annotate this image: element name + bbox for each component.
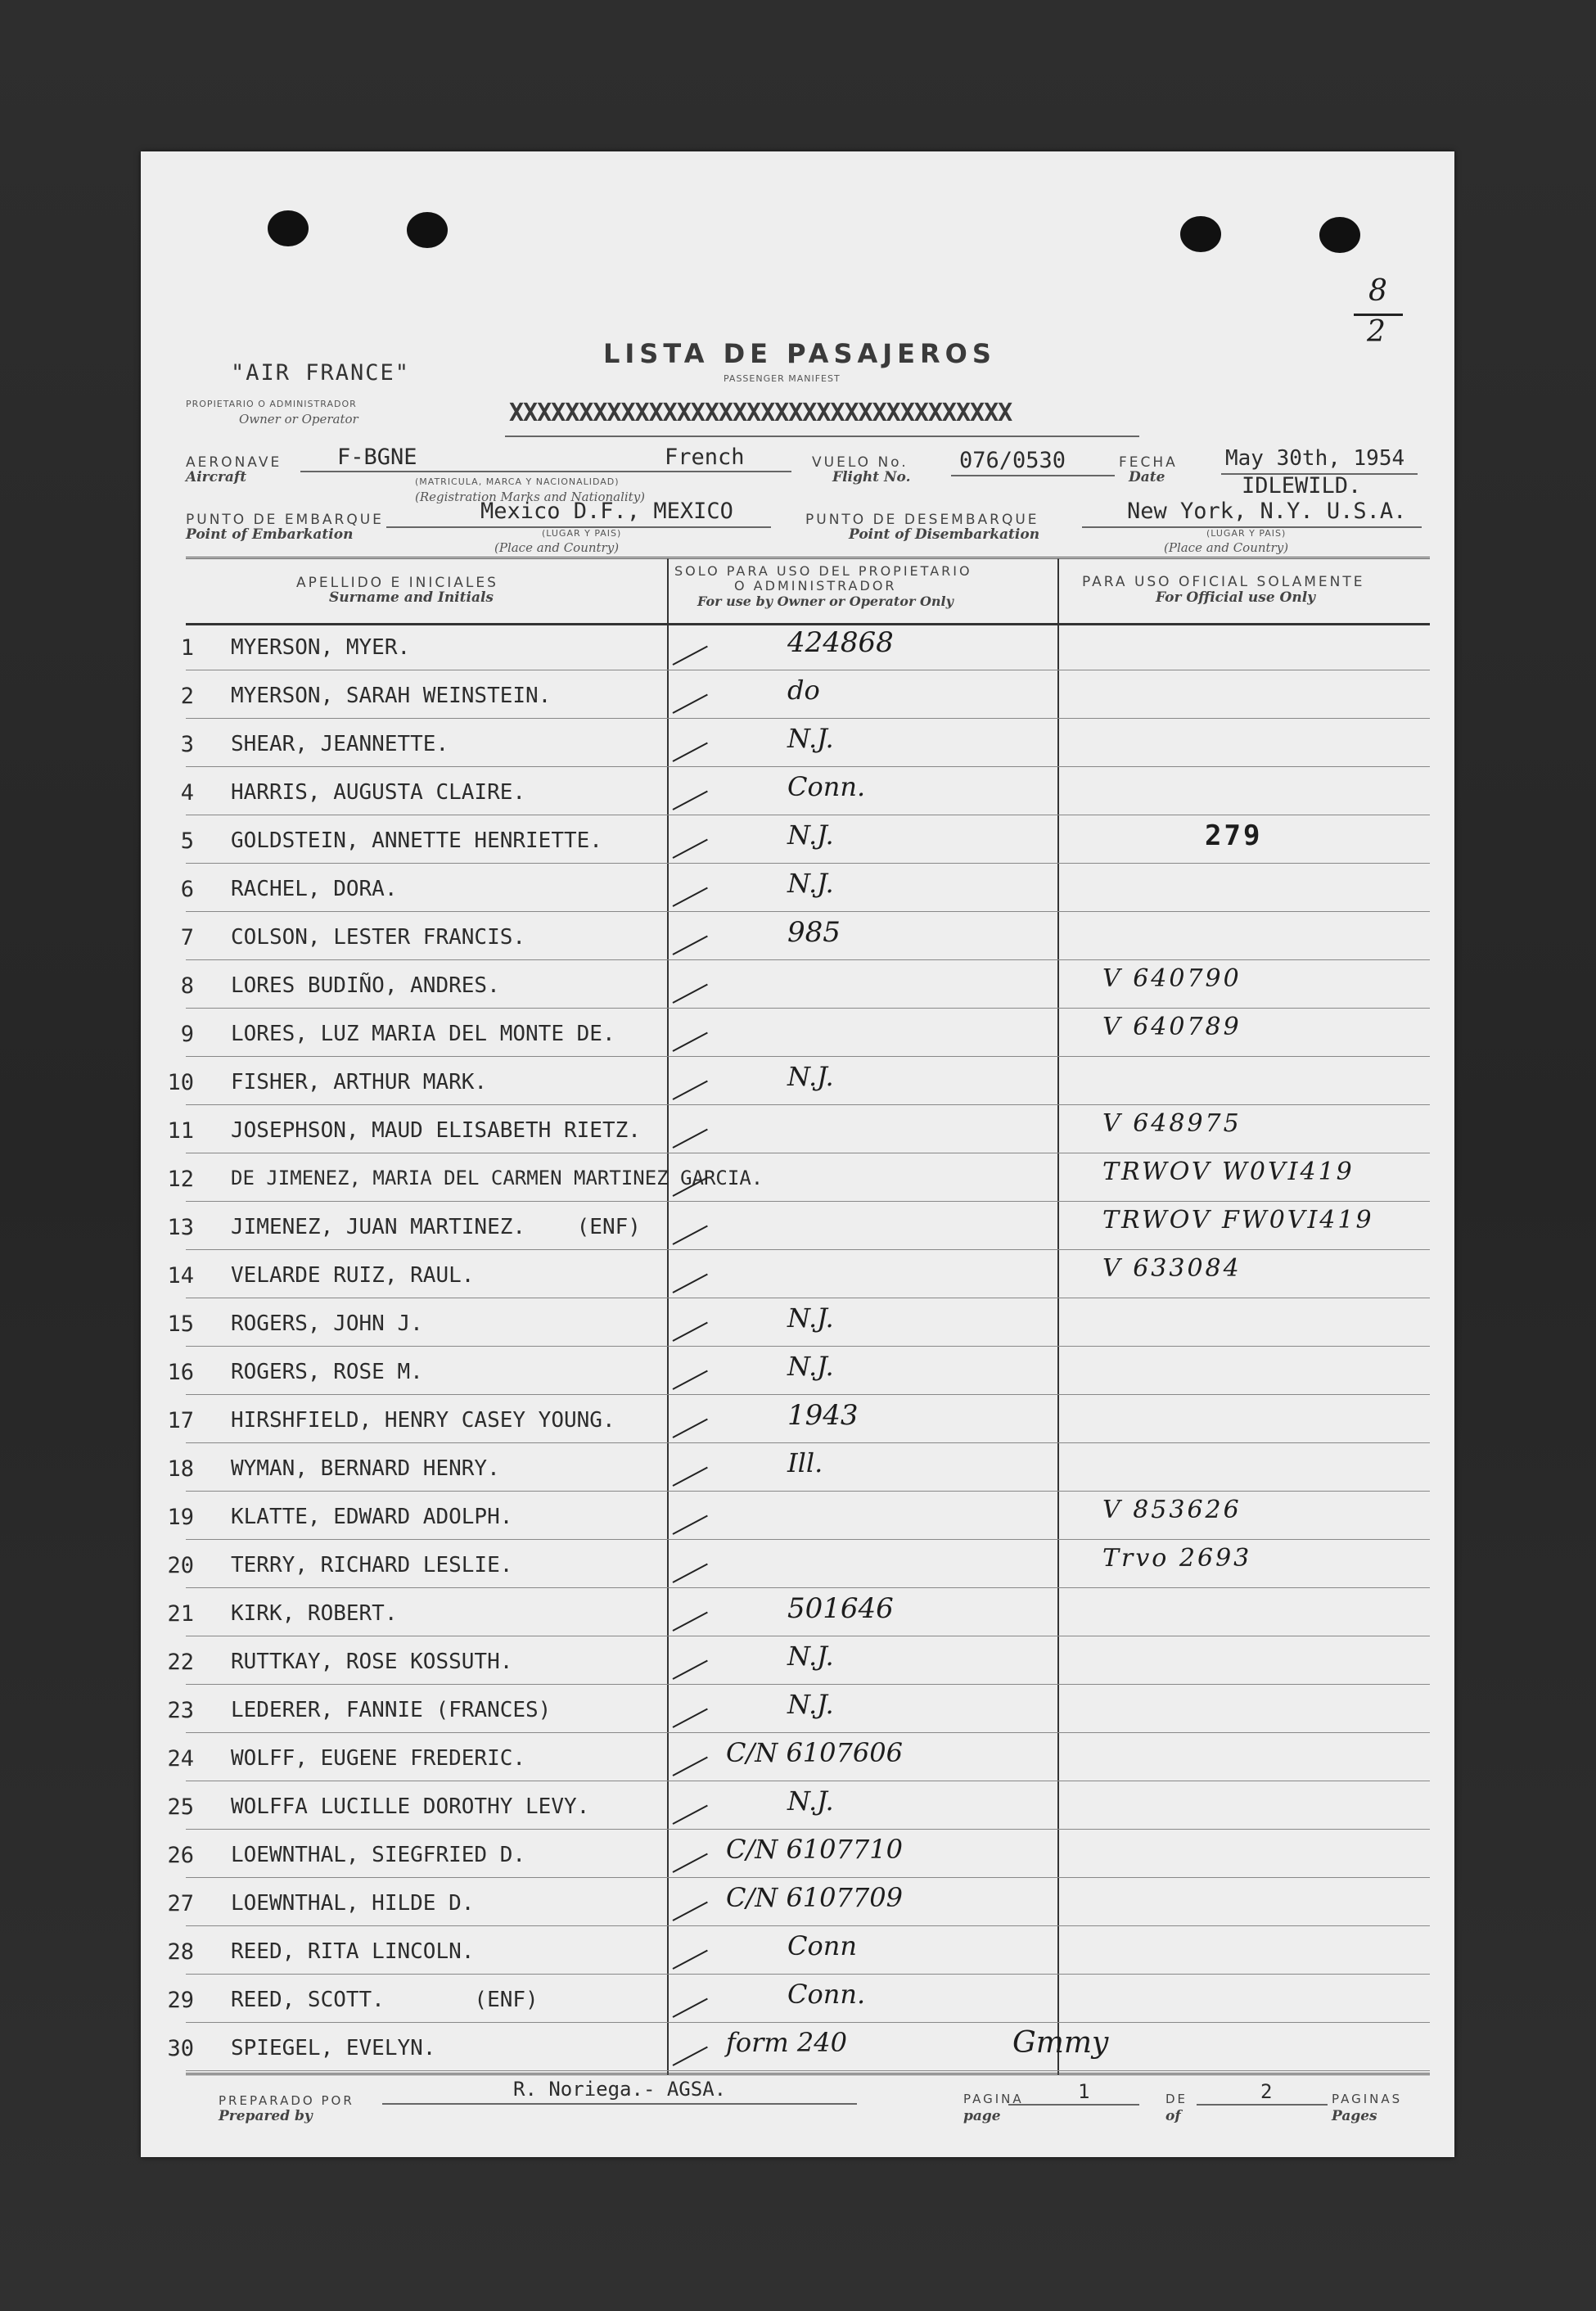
table-top-rule — [186, 557, 1430, 559]
table-row — [141, 963, 1454, 1011]
col-official-header-en: For Official use Only — [1156, 589, 1316, 606]
table-row — [141, 1349, 1454, 1397]
table-row — [141, 1494, 1454, 1542]
row-rule — [186, 959, 1430, 960]
row-number: 4 — [180, 780, 194, 806]
passenger-name: RACHEL, DORA. — [231, 877, 398, 901]
passenger-name: VELARDE RUIZ, RAUL. — [231, 1263, 475, 1288]
prepared-label-en: Prepared by — [219, 2108, 313, 2124]
owner-note: N.J. — [787, 1641, 834, 1672]
check-tick — [673, 2047, 708, 2066]
passenger-name: TERRY, RICHARD LESLIE. — [231, 1553, 513, 1578]
table-row — [141, 1687, 1454, 1736]
check-tick — [673, 1032, 708, 1052]
row-number: 2 — [180, 684, 194, 709]
pages-label-en: Pages — [1332, 2108, 1377, 2124]
punch-hole — [407, 212, 448, 248]
aircraft-label-sp: AERONAVE — [186, 454, 282, 471]
passenger-name: KIRK, ROBERT. — [231, 1601, 398, 1626]
check-tick — [673, 646, 708, 666]
check-tick — [673, 1950, 708, 1970]
owner-note: form 240 — [726, 2027, 847, 2058]
table-row — [141, 1784, 1454, 1832]
official-note: V 633084 — [1102, 1254, 1242, 1283]
flight-number: 076/0530 — [959, 448, 1066, 473]
row-number: 9 — [180, 1022, 194, 1047]
col-owner-header-en: For use by Owner or Operator Only — [697, 594, 954, 609]
disembark-sub-en: (Place and Country) — [1164, 540, 1289, 555]
passenger-name: LOEWNTHAL, HILDE D. — [231, 1891, 475, 1916]
row-rule — [186, 1587, 1430, 1588]
operator-name: "AIR FRANCE" — [231, 360, 411, 386]
embark-place: Mexico D.F., MEXICO — [480, 499, 733, 524]
passenger-name: WOLFFA LUCILLE DOROTHY LEVY. — [231, 1794, 590, 1819]
corner-note-bottom: 2 — [1367, 315, 1386, 349]
table-row — [141, 1204, 1454, 1253]
check-tick — [673, 1225, 708, 1245]
disembark-label-sp: PUNTO DE DESEMBARQUE — [805, 512, 1039, 528]
pages-label-sp: PAGINAS — [1332, 2092, 1403, 2106]
passenger-name: ROGERS, JOHN J. — [231, 1311, 423, 1336]
row-number: 7 — [180, 925, 194, 950]
disembark-airport: IDLEWILD. — [1242, 473, 1362, 499]
owner-note: N.J. — [787, 723, 834, 754]
table-row — [141, 1397, 1454, 1446]
check-tick — [673, 1515, 708, 1535]
passenger-name: GOLDSTEIN, ANNETTE HENRIETTE. — [231, 828, 602, 853]
passenger-name: JIMENEZ, JUAN MARTINEZ. (ENF) — [231, 1215, 641, 1239]
embark-label-sp: PUNTO DE EMBARQUE — [186, 512, 384, 528]
check-tick — [673, 1853, 708, 1873]
passenger-name: REED, RITA LINCOLN. — [231, 1939, 475, 1964]
row-rule — [186, 1684, 1430, 1685]
check-tick — [673, 1902, 708, 1921]
owner-rule — [505, 436, 1139, 437]
check-tick — [673, 1564, 708, 1583]
col-name-header-sp: APELLIDO E INICIALES — [296, 575, 498, 591]
check-tick — [673, 742, 708, 762]
aircraft-nationality: French — [665, 445, 745, 470]
row-rule — [186, 1394, 1430, 1395]
row-rule — [186, 1056, 1430, 1057]
official-note: V 640790 — [1102, 964, 1242, 993]
table-row — [141, 1929, 1454, 1977]
flight-date: May 30th, 1954 — [1225, 446, 1405, 471]
table-row — [141, 1156, 1454, 1204]
passenger-name: KLATTE, EDWARD ADOLPH. — [231, 1505, 513, 1529]
row-rule — [186, 1104, 1430, 1105]
row-number: 19 — [167, 1505, 194, 1530]
of-label-en: of — [1165, 2108, 1181, 2124]
passenger-name: HARRIS, AUGUSTA CLAIRE. — [231, 780, 526, 805]
passenger-name: WYMAN, BERNARD HENRY. — [231, 1456, 500, 1481]
passenger-name: WOLFF, EUGENE FREDERIC. — [231, 1746, 526, 1771]
check-tick — [673, 1419, 708, 1438]
row-number: 22 — [167, 1650, 194, 1675]
row-rule — [186, 1925, 1430, 1926]
row-rule — [186, 1249, 1430, 1250]
owner-label-sp: PROPIETARIO O ADMINISTRADOR — [186, 399, 357, 409]
passenger-name: LEDERER, FANNIE (FRANCES) — [231, 1698, 552, 1722]
table-row — [141, 2025, 1454, 2074]
check-tick — [673, 1081, 708, 1100]
row-number: 12 — [167, 1167, 194, 1192]
table-row — [141, 914, 1454, 963]
prepared-label-sp: PREPARADO POR — [219, 2093, 354, 2108]
pages-total: 2 — [1260, 2080, 1273, 2103]
row-number: 25 — [167, 1794, 194, 1820]
row-number: 21 — [167, 1601, 194, 1627]
passenger-name: LOEWNTHAL, SIEGFRIED D. — [231, 1843, 526, 1867]
check-tick — [673, 1467, 708, 1487]
table-row — [141, 1880, 1454, 1929]
row-rule — [186, 1201, 1430, 1202]
aircraft-rule — [300, 471, 791, 472]
table-bottom-rule — [186, 2073, 1430, 2075]
row-number: 14 — [167, 1263, 194, 1289]
row-number: 27 — [167, 1891, 194, 1916]
passenger-name: JOSEPHSON, MAUD ELISABETH RIETZ. — [231, 1118, 641, 1143]
passenger-name: DE JIMENEZ, MARIA DEL CARMEN MARTINEZ GARCIA. — [231, 1167, 764, 1189]
check-tick — [673, 1805, 708, 1825]
row-number: 6 — [180, 877, 194, 902]
owner-note: N.J. — [787, 1061, 834, 1092]
row-rule — [186, 911, 1430, 912]
owner-note: N.J. — [787, 868, 834, 899]
passenger-name: COLSON, LESTER FRANCIS. — [231, 925, 526, 950]
table-row — [141, 1108, 1454, 1156]
owner-note: Conn. — [787, 771, 866, 802]
passenger-name: MYERSON, MYER. — [231, 635, 411, 660]
row-number: 30 — [167, 2036, 194, 2061]
row-number: 13 — [167, 1215, 194, 1240]
row30-signature: Gmmy — [1012, 2026, 1109, 2060]
disembark-place: New York, N.Y. U.S.A. — [1127, 499, 1407, 524]
check-tick — [673, 694, 708, 714]
aircraft-sub-en: (Registration Marks and Nationality) — [415, 490, 646, 504]
official-note: V 640789 — [1102, 1013, 1242, 1041]
row-rule — [186, 1346, 1430, 1347]
official-note: 279 — [1205, 819, 1263, 852]
passenger-name: HIRSHFIELD, HENRY CASEY YOUNG. — [231, 1408, 615, 1433]
pages-total-rule — [1197, 2104, 1328, 2106]
check-tick — [673, 936, 708, 955]
row-rule — [186, 1829, 1430, 1830]
corner-note-top: 8 — [1368, 274, 1387, 308]
owner-note: 501646 — [787, 1592, 894, 1625]
embark-sub-en: (Place and Country) — [494, 540, 620, 555]
check-tick — [673, 1322, 708, 1342]
table-row — [141, 1591, 1454, 1639]
page-title-en: PASSENGER MANIFEST — [724, 373, 841, 384]
table-row — [141, 1736, 1454, 1784]
col-official-header-sp: PARA USO OFICIAL SOLAMENTE — [1082, 574, 1365, 590]
col-owner-header-sp-2: O ADMINISTRADOR — [734, 578, 897, 594]
table-row — [141, 1011, 1454, 1059]
owner-note: 424868 — [787, 626, 894, 659]
passenger-name: MYERSON, SARAH WEINSTEIN. — [231, 684, 552, 708]
row-rule — [186, 1877, 1430, 1878]
check-tick — [673, 1370, 708, 1390]
row-number: 18 — [167, 1456, 194, 1482]
passenger-name: REED, SCOTT. (ENF) — [231, 1988, 539, 2012]
owner-note: Conn — [787, 1930, 857, 1961]
prepared-rule — [382, 2103, 857, 2105]
owner-note: Ill. — [787, 1447, 823, 1478]
check-tick — [673, 984, 708, 1004]
table-row — [141, 1253, 1454, 1301]
table-row — [141, 1301, 1454, 1349]
row-rule — [186, 2022, 1430, 2023]
table-row — [141, 1446, 1454, 1494]
page-label-sp: PAGINA — [963, 2092, 1024, 2106]
row-number: 10 — [167, 1070, 194, 1095]
row-rule — [186, 1008, 1430, 1009]
table-row — [141, 818, 1454, 866]
check-tick — [673, 1129, 708, 1149]
passenger-name: ROGERS, ROSE M. — [231, 1360, 423, 1384]
table-row — [141, 1059, 1454, 1108]
of-label-sp: DE — [1165, 2092, 1188, 2106]
row-number: 3 — [180, 732, 194, 757]
row-number: 28 — [167, 1939, 194, 1965]
row-rule — [186, 766, 1430, 767]
punch-hole — [268, 210, 309, 246]
row-number: 1 — [180, 635, 194, 661]
row-rule — [186, 1491, 1430, 1492]
table-row — [141, 1977, 1454, 2025]
row-number: 17 — [167, 1408, 194, 1433]
col-owner-header-sp-1: SOLO PARA USO DEL PROPIETARIO — [674, 563, 972, 579]
owner-note: do — [787, 675, 820, 706]
owner-note: N.J. — [787, 1689, 834, 1720]
owner-struck-text: XXXXXXXXXXXXXXXXXXXXXXXXXXXXXXXXXXXX — [509, 399, 1012, 427]
check-tick — [673, 1708, 708, 1728]
official-note: V 853626 — [1102, 1496, 1242, 1524]
owner-label-en: Owner or Operator — [239, 412, 358, 427]
passenger-name: FISHER, ARTHUR MARK. — [231, 1070, 488, 1095]
check-tick — [673, 839, 708, 859]
table-row — [141, 1639, 1454, 1687]
owner-note: N.J. — [787, 1785, 834, 1817]
official-note: TRWOV FW0VI419 — [1102, 1206, 1374, 1234]
row-rule — [186, 863, 1430, 864]
flight-label-en: Flight No. — [832, 469, 911, 485]
official-note: TRWOV W0VI419 — [1102, 1158, 1355, 1186]
check-tick — [673, 1998, 708, 2018]
owner-note: N.J. — [787, 1302, 834, 1334]
row-rule — [186, 1732, 1430, 1733]
official-note: Trvo 2693 — [1102, 1544, 1252, 1573]
page-title: LISTA DE PASAJEROS — [603, 338, 996, 369]
disembark-sub-sp: (LUGAR Y PAIS) — [1206, 528, 1287, 539]
check-tick — [673, 791, 708, 810]
table-row — [141, 866, 1454, 914]
flight-rule — [951, 475, 1115, 476]
table-row — [141, 770, 1454, 818]
owner-note: C/N 6107606 — [726, 1737, 903, 1768]
owner-note: 1943 — [787, 1399, 859, 1432]
passenger-name: RUTTKAY, ROSE KOSSUTH. — [231, 1650, 513, 1674]
row-number: 5 — [180, 828, 194, 854]
disembark-label-en: Point of Disembarkation — [849, 526, 1040, 543]
punch-hole — [1319, 217, 1360, 253]
row-rule — [186, 1442, 1430, 1443]
owner-note: N.J. — [787, 819, 834, 851]
row-rule — [186, 1974, 1430, 1975]
table-row — [141, 721, 1454, 770]
passenger-name: SHEAR, JEANNETTE. — [231, 732, 449, 756]
row-number: 29 — [167, 1988, 194, 2013]
table-row — [141, 625, 1454, 673]
owner-note: N.J. — [787, 1351, 834, 1382]
aircraft-registration: F-BGNE — [337, 445, 417, 470]
passenger-name: LORES, LUZ MARIA DEL MONTE DE. — [231, 1022, 615, 1046]
table-row — [141, 1542, 1454, 1591]
row-number: 24 — [167, 1746, 194, 1772]
row-number: 16 — [167, 1360, 194, 1385]
page-label-en: page — [963, 2108, 1001, 2124]
prepared-by: R. Noriega.- AGSA. — [513, 2078, 727, 2101]
aircraft-sub-sp: (MATRICULA, MARCA Y NACIONALIDAD) — [415, 476, 620, 487]
table-row — [141, 673, 1454, 721]
page-rule — [1008, 2104, 1139, 2106]
row-rule — [186, 2070, 1430, 2071]
check-tick — [673, 1660, 708, 1680]
date-label-sp: FECHA — [1119, 454, 1178, 471]
page-number: 1 — [1078, 2080, 1090, 2103]
flight-label-sp: VUELO No. — [812, 454, 908, 471]
owner-note: C/N 6107709 — [726, 1882, 903, 1913]
owner-note: C/N 6107710 — [726, 1834, 903, 1865]
embark-sub-sp: (LUGAR Y PAIS) — [542, 528, 622, 539]
row-number: 26 — [167, 1843, 194, 1868]
check-tick — [673, 1274, 708, 1293]
check-tick — [673, 887, 708, 907]
punch-hole — [1180, 216, 1221, 252]
manifest-sheet — [141, 151, 1454, 2157]
official-note: V 648975 — [1102, 1109, 1242, 1138]
aircraft-label-en: Aircraft — [186, 469, 247, 485]
check-tick — [673, 1757, 708, 1776]
table-row — [141, 1832, 1454, 1880]
row-number: 15 — [167, 1311, 194, 1337]
row-number: 8 — [180, 973, 194, 999]
col-name-header-en: Surname and Initials — [329, 589, 494, 606]
check-tick — [673, 1612, 708, 1632]
row-rule — [186, 1539, 1430, 1540]
embark-label-en: Point of Embarkation — [186, 526, 354, 543]
passenger-name: LORES BUDIÑO, ANDRES. — [231, 973, 500, 998]
row-number: 20 — [167, 1553, 194, 1578]
owner-note: Conn. — [787, 1979, 866, 2010]
row-number: 11 — [167, 1118, 194, 1144]
row-number: 23 — [167, 1698, 194, 1723]
row-rule — [186, 718, 1430, 719]
owner-note: 985 — [787, 916, 841, 949]
date-label-en: Date — [1129, 469, 1165, 485]
passenger-name: SPIEGEL, EVELYN. — [231, 2036, 436, 2060]
